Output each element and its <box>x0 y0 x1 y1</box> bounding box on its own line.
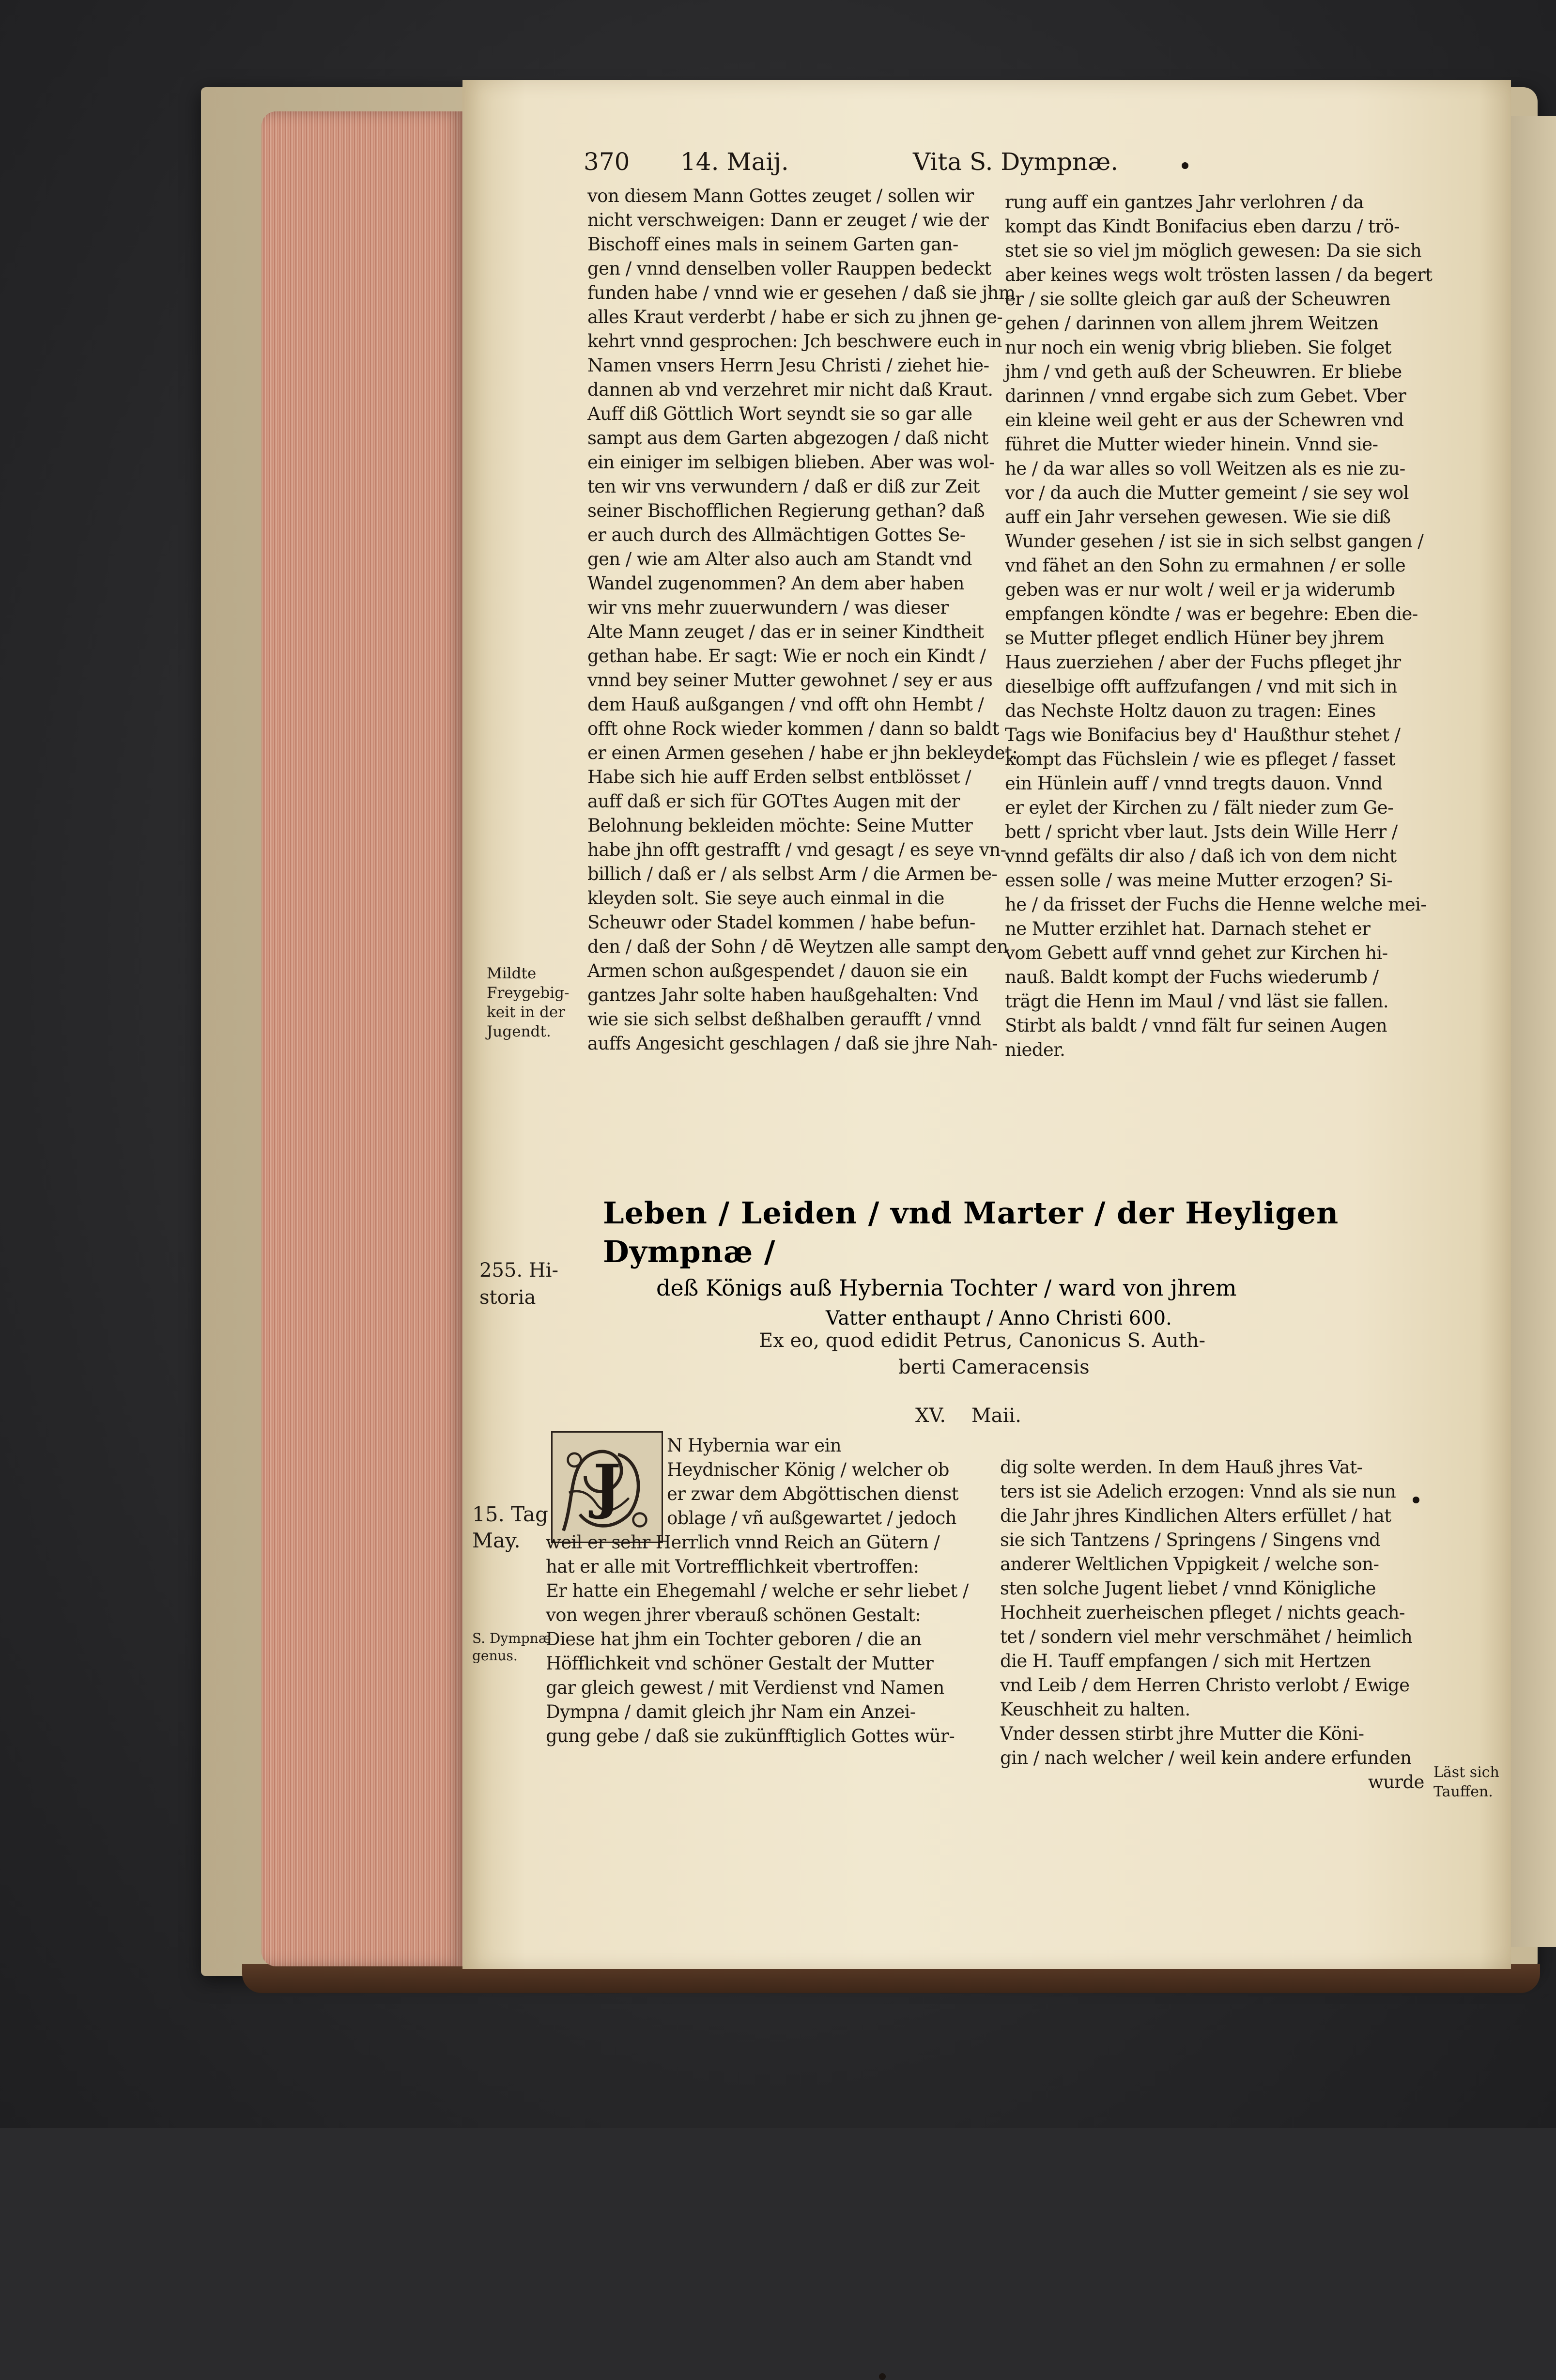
dateline-day: XV. <box>915 1405 946 1427</box>
text-line: Haus zuerziehen / aber der Fuchs pfleget jhr <box>1005 652 1401 673</box>
text-line: Keuschheit zu halten. <box>1000 1699 1190 1720</box>
book-page <box>462 80 1511 1969</box>
text-column-right <box>1005 190 1431 1062</box>
text-line: dem Hauß außgangen / vnd offt ohn Hembt / <box>587 694 984 715</box>
text-line: N Hybernia war ein <box>667 1435 841 1456</box>
text-column-right-2 <box>1000 1455 1426 1794</box>
margin-note-line: genus. <box>472 1648 518 1664</box>
text-line: er auch durch des Allmächtigen Gottes Se- <box>587 525 966 545</box>
text-line: dig solte werden. In dem Hauß jhres Vat- <box>1000 1457 1363 1478</box>
text-line: von wegen jhrer vberauß schönen Gestalt: <box>546 1605 921 1625</box>
text-line: gehen / darinnen von allem jhrem Weitzen <box>1005 313 1379 334</box>
margin-note-mildte <box>487 964 569 1041</box>
text-line: vom Gebett auff vnnd gehet zur Kirchen hi- <box>1005 943 1388 963</box>
text-line: billich / daß er / als selbst Arm / die Armen be- <box>587 864 998 884</box>
text-line: darinnen / vnnd ergabe sich zum Gebet. Vber <box>1005 386 1406 406</box>
text-line: aber keines wegs wolt trösten lassen / da begert <box>1005 264 1433 285</box>
text-line: vnnd gefälts dir also / daß ich von dem nicht <box>1005 846 1397 866</box>
margin-note-line: keit in der <box>487 1004 566 1021</box>
text-line: vnd fähet an den Sohn zu ermahnen / er solle <box>1005 555 1406 576</box>
text-line: Namen vnsers Herrn Jesu Christi / ziehet hie- <box>587 355 989 376</box>
text-line: ten wir vns verwundern / daß er diß zur Zeit <box>587 476 980 497</box>
text-line: hat er alle mit Vortrefflichkeit vbertroffen: <box>546 1556 919 1577</box>
text-line: auff ein Jahr versehen gewesen. Wie sie diß <box>1005 507 1391 527</box>
text-line: funden habe / vnnd wie er gesehen / daß sie jhm <box>587 282 1016 303</box>
text-line: Stirbt als baldt / vnnd fält fur seinen Augen <box>1005 1015 1387 1036</box>
facing-page-edge <box>1511 116 1556 1947</box>
heading-line-1: Leben / Leiden / vnd Marter / der Heyligen Dympnæ / <box>603 1195 1339 1269</box>
page-number: 370 <box>584 148 630 176</box>
text-line: vor / da auch die Mutter gemeint / sie sey wol <box>1005 482 1409 503</box>
text-line: Belohnung bekleiden möchte: Seine Mutter <box>587 815 973 836</box>
text-line: kleyden solt. Sie seye auch einmal in die <box>587 888 944 909</box>
text-line: wurde <box>1368 1772 1424 1793</box>
svg-text:J: J <box>593 1452 621 1521</box>
margin-note-line: Läst sich <box>1433 1764 1499 1781</box>
text-line: sampt aus dem Garten abgezogen / daß nicht <box>587 428 988 448</box>
heading-line-3: Vatter enthaupt / Anno Christi 600. <box>826 1307 1172 1329</box>
chapter-heading <box>603 1194 1426 1332</box>
text-line: Alte Mann zeuget / das er in seiner Kindtheit <box>587 621 984 642</box>
text-line: das Nechste Holtz dauon zu tragen: Eines <box>1005 700 1376 721</box>
source-line-2: berti Cameracensis <box>898 1356 1090 1378</box>
text-line: oblage / vñ außgewartet / jedoch <box>667 1508 956 1529</box>
text-line: habe jhn offt gestrafft / vnd gesagt / es seye vn- <box>587 839 1006 860</box>
text-line: gar gleich gewest / mit Verdienst vnd Namen <box>546 1677 944 1698</box>
margin-note-line: Mildte <box>487 965 537 982</box>
margin-note-line: 15. Tag <box>472 1502 548 1526</box>
text-line: gethan habe. Er sagt: Wie er noch ein Kindt / <box>587 646 986 666</box>
text-line: he / da frisset der Fuchs die Henne welche mei- <box>1005 894 1427 915</box>
text-line: se Mutter pfleget endlich Hüner bey jhrem <box>1005 628 1385 649</box>
text-line: Heydnischer König / welcher ob <box>667 1459 949 1480</box>
text-line: Hochheit zuerheischen pfleget / nichts geach- <box>1000 1602 1405 1623</box>
margin-note-line: storia <box>479 1286 536 1309</box>
text-line: ters ist sie Adelich erzogen: Vnnd als sie nun <box>1000 1481 1396 1502</box>
page-edges <box>262 111 465 1966</box>
text-line: vnd Leib / dem Herren Christo verlobt / Ewige <box>1000 1675 1410 1696</box>
ink-speck <box>879 2373 886 2380</box>
text-line: Armen schon außgespendet / dauon sie ein <box>587 960 968 981</box>
text-line: gen / wie am Alter also auch am Standt vnd <box>587 549 972 570</box>
text-line: von diesem Mann Gottes zeuget / sollen wir <box>587 185 974 206</box>
text-line: kehrt vnnd gesprochen: Jch beschwere euch in <box>587 331 1002 352</box>
text-line: nieder. <box>1005 1039 1065 1060</box>
text-line: weil er sehr Herrlich vnnd Reich an Gütern / <box>546 1532 940 1553</box>
heading-line-2: deß Königs auß Hybernia Tochter / ward von jhrem <box>656 1275 1237 1301</box>
text-line: sie sich Tantzens / Springens / Singens vnd <box>1000 1530 1380 1550</box>
text-line: ein kleine weil geht er aus der Schewren vnd <box>1005 410 1404 431</box>
margin-note-genus <box>472 1630 551 1665</box>
ink-speck <box>1413 1497 1419 1503</box>
margin-note-line: S. Dympnæ <box>472 1630 552 1646</box>
text-line: Dympna / damit gleich jhr Nam ein Anzei- <box>546 1701 916 1722</box>
text-line: Auff diß Göttlich Wort seyndt sie so gar alle <box>587 403 972 424</box>
text-line: gung gebe / daß sie zukünfftiglich Gottes wür- <box>546 1726 955 1746</box>
text-line: nicht verschweigen: Dann er zeuget / wie der <box>587 210 989 231</box>
text-line: gin / nach welcher / weil kein andere erfunden <box>1000 1747 1412 1768</box>
margin-note-tauffe <box>1433 1763 1499 1802</box>
running-date: 14. Maij. <box>680 148 789 176</box>
text-line: anderer Weltlichen Vppigkeit / welche son- <box>1000 1554 1379 1575</box>
text-line: Höfflichkeit vnd schöner Gestalt der Mutter <box>546 1653 934 1674</box>
text-line: dannen ab vnd verzehret mir nicht daß Kraut. <box>587 379 993 400</box>
margin-note-line: May. <box>472 1529 521 1552</box>
text-line: rung auff ein gantzes Jahr verlohren / da <box>1005 192 1364 213</box>
text-line: empfangen köndte / was er begehre: Eben die- <box>1005 603 1418 624</box>
text-line: kompt das Füchslein / wie es pfleget / fasset <box>1005 749 1395 770</box>
dateline <box>915 1405 1021 1427</box>
text-line: er eylet der Kirchen zu / fält nieder zum Ge- <box>1005 797 1393 818</box>
text-line: nur noch ein wenig vbrig blieben. Sie folget <box>1005 337 1391 358</box>
margin-note-tag <box>472 1501 548 1554</box>
text-line: sten solche Jugent liebet / vnnd Königliche <box>1000 1578 1376 1599</box>
text-line: nauß. Baldt kompt der Fuchs wiederumb / <box>1005 967 1379 988</box>
margin-note-line: Freygebig- <box>487 984 570 1002</box>
text-line: Er hatte ein Ehegemahl / welche er sehr liebet / <box>546 1580 969 1601</box>
margin-note-line: Tauffen. <box>1433 1783 1493 1800</box>
text-line: tet / sondern viel mehr verschmähet / heimlich <box>1000 1626 1413 1647</box>
text-line: ne Mutter erzihlet hat. Darnach stehet er <box>1005 918 1371 939</box>
text-line: Tags wie Bonifacius bey d' Haußthur stehet / <box>1005 725 1401 745</box>
text-line: bett / spricht vber laut. Jsts dein Wille Herr / <box>1005 821 1398 842</box>
text-line: er zwar dem Abgöttischen dienst <box>667 1484 958 1504</box>
source-line-1: Ex eo, quod edidit Petrus, Canonicus S. Auth- <box>759 1329 1206 1352</box>
text-line: den / daß der Sohn / dē Weytzen alle sampt den <box>587 936 1008 957</box>
text-line: trägt die Henn im Maul / vnd läst sie fallen. <box>1005 991 1389 1012</box>
text-line: die Jahr jhres Kindlichen Alters erfüllet / hat <box>1000 1505 1391 1526</box>
margin-note-line: 255. Hi- <box>479 1259 558 1282</box>
text-line: seiner Bischofflichen Regierung gethan? daß <box>587 500 985 521</box>
text-line: ein einiger im selbigen blieben. Aber was wol- <box>587 452 995 473</box>
text-column-left-2 <box>546 1434 969 1748</box>
text-line: alles Kraut verderbt / habe er sich zu jhnen ge- <box>587 307 1003 327</box>
text-line: er / sie sollte gleich gar auß der Scheuwren <box>1005 289 1390 309</box>
text-line: gen / vnnd denselben voller Rauppen bedeckt <box>587 258 991 279</box>
text-line: auff daß er sich für GOTtes Augen mit der <box>587 791 960 812</box>
text-column-left <box>587 184 1018 1056</box>
text-line: ein Hünlein auff / vnnd tregts dauon. Vnnd <box>1005 773 1383 794</box>
text-line: auffs Angesicht geschlagen / daß sie jhre Nah- <box>587 1033 998 1054</box>
text-line: Diese hat jhm ein Tochter geboren / die an <box>546 1629 922 1650</box>
text-line: Bischoff eines mals in seinem Garten gan- <box>587 234 958 255</box>
margin-note-historia <box>479 1257 558 1311</box>
text-line: gantzes Jahr solte haben haußgehalten: Vnd <box>587 985 979 1005</box>
text-line: die H. Tauff empfangen / sich mit Hertzen <box>1000 1651 1371 1671</box>
text-line: jhm / vnd geth auß der Scheuwren. Er bliebe <box>1005 361 1402 382</box>
text-line: Wunder gesehen / ist sie in sich selbst gangen / <box>1005 531 1424 552</box>
running-title: Vita S. Dympnæ. <box>913 148 1119 176</box>
text-line: kompt das Kindt Bonifacius eben darzu / trö- <box>1005 216 1400 237</box>
text-line: he / da war alles so voll Weitzen als es nie zu- <box>1005 458 1405 479</box>
text-line: offt ohne Rock wieder kommen / dann so baldt <box>587 718 999 739</box>
text-line: vnnd bey seiner Mutter gewohnet / sey er aus <box>587 670 993 691</box>
text-line: essen solle / was meine Mutter erzogen? Si- <box>1005 870 1392 891</box>
text-line: Scheuwr oder Stadel kommen / habe befun- <box>587 912 975 933</box>
margin-note-line: Jugendt. <box>487 1023 551 1040</box>
text-line: dieselbige offt auffzufangen / vnd mit sich in <box>1005 676 1397 697</box>
text-line: wir vns mehr zuuerwundern / was dieser <box>587 597 949 618</box>
text-line: Vnder dessen stirbt jhre Mutter die Köni- <box>1000 1723 1364 1744</box>
text-line: Wandel zugenommen? An dem aber haben <box>587 573 964 594</box>
ink-speck <box>1182 162 1188 169</box>
text-line: geben was er nur wolt / weil er ja widerumb <box>1005 579 1395 600</box>
text-line: er einen Armen gesehen / habe er jhn bekleydet: <box>587 742 1018 763</box>
text-line: Habe sich hie auff Erden selbst entblösset / <box>587 767 971 788</box>
text-line: stet sie so viel jm möglich gewesen: Da sie sich <box>1005 240 1422 261</box>
dateline-month: Maii. <box>971 1405 1021 1427</box>
text-line: führet die Mutter wieder hinein. Vnnd sie- <box>1005 434 1378 455</box>
text-line: wie sie sich selbst deßhalben geraufft / vnnd <box>587 1009 981 1030</box>
